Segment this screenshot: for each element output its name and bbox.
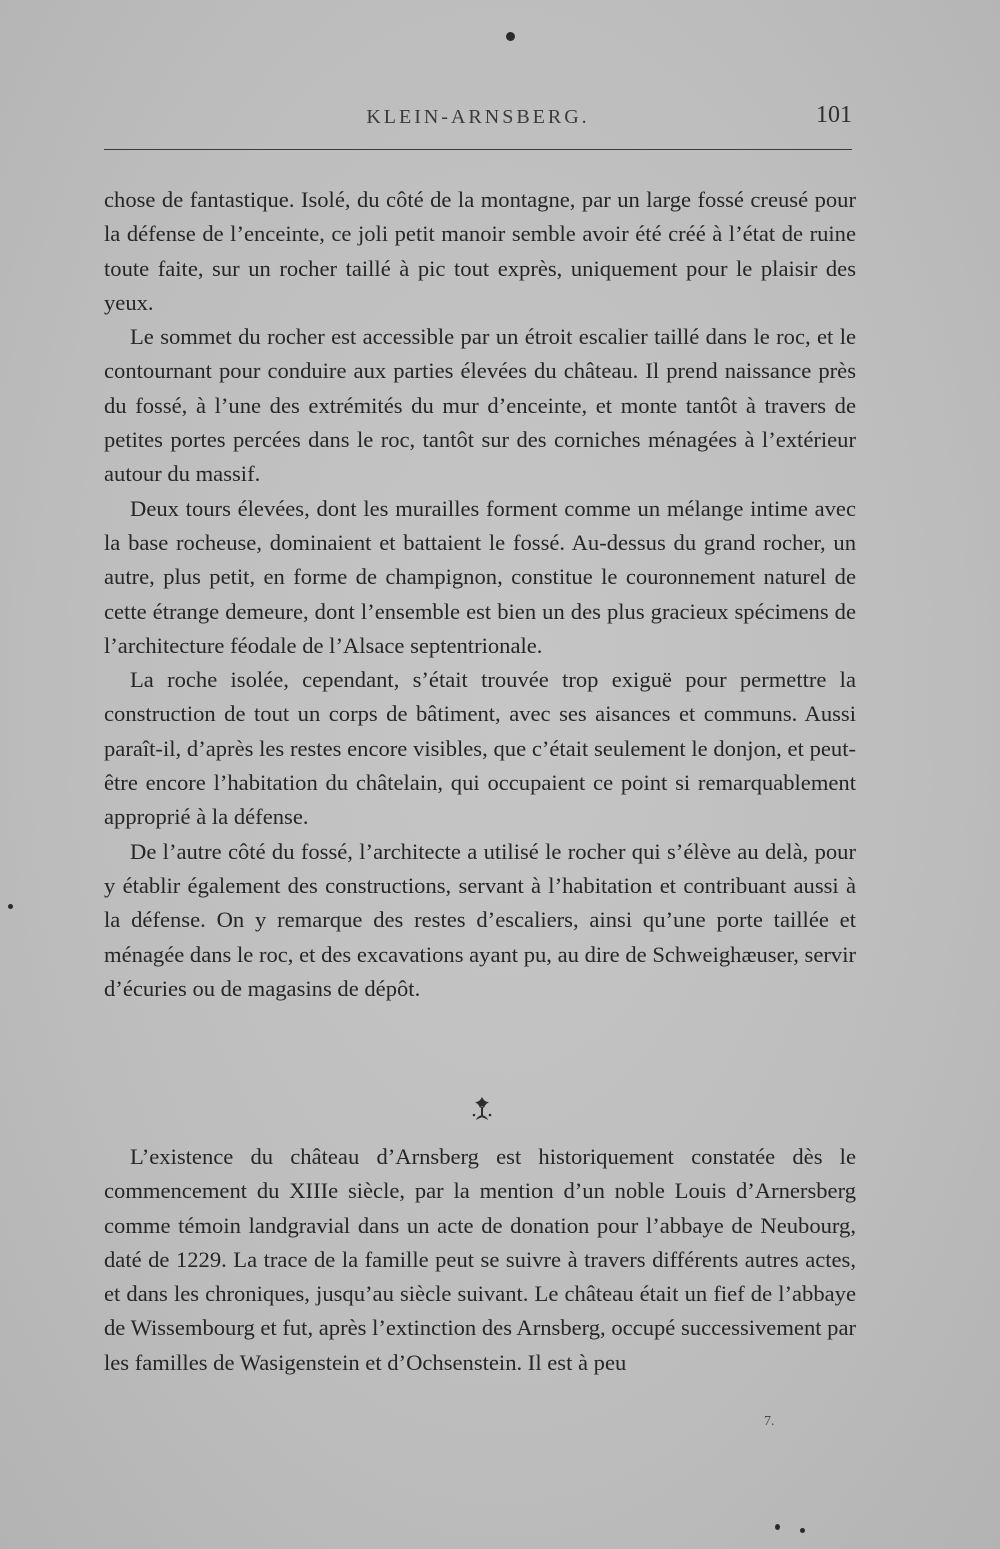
paragraph: Le sommet du rocher est accessible par un étroit escalier taillé dans le roc, et le contournant pour conduire aux parties élevées du château. Il prend naissance près du fossé, à l’une des extrémités du mur d’enceinte, et monte tantôt à travers de petites portes percées dans le roc, tantôt sur des corniches ménagées à l’extérieur autour du massif. [104,324,856,487]
body-text-upper [104,183,856,1006]
ink-speck [800,1528,805,1533]
ink-speck [506,32,515,41]
page-header [104,100,852,134]
paragraph: Deux tours élevées, dont les murailles forment comme un mélange intime avec la base rocheuse, dominaient et battaient le fossé. Au-dessus du grand rocher, un autre, plus petit, en forme de champignon, constitue le couronnement naturel de cette étrange demeure, dont l’ensemble est bien un des plus gracieux spécimens de l’architecture féodale de l’Alsace septentrionale. [104,495,856,658]
header-rule [104,149,852,150]
page-number: 101 [816,102,852,128]
paragraph: L’existence du château d’Arnsberg est historiquement constatée dès le commencement du XIIIe siècle, par la mention d’un noble Louis d’Arnersberg comme témoin landgravial dans un acte de donation pour l’abbaye de Neubourg, daté de 1229. La trace de la famille peut se suivre à travers différents autres actes, et dans les chroniques, jusqu’au siècle suivant. Le château était un fief de l’abbaye de Wissembourg et fut, après l’extinction des Arnsberg, occupé successivement par les familles de Wasigenstein et d’Ochsenstein. Il est à peu [104,1144,857,1375]
paragraph: De l’autre côté du fossé, l’architecte a utilisé le rocher qui s’élève au delà, pour y établir également des constructions, servant à l’habitation et contribuant aussi à la défense. On y remarque des restes d’escaliers, ainsi qu’une porte taillée et ménagée dans le roc, et des excavations ayant pu, au dire de Schweighæuser, servir d’écuries ou de magasins de dépôt. [104,838,856,1001]
ink-speck [8,904,13,909]
signature-mark: 7. [764,1414,775,1429]
fleuron-ornament-icon [465,1095,499,1125]
running-head: KLEIN-ARNSBERG. [366,106,590,128]
ink-speck [775,1524,780,1530]
paragraph: La roche isolée, cependant, s’était trouvée trop exiguë pour permettre la construction de tout un corps de bâtiment, avec ses aisances et communs. Aussi paraît-il, d’après les restes encore visibles, que c’était seulement le donjon, et peut-être encore l’habitation du châtelain, qui occupaient ce point si remarquablement approprié à la défense. [104,667,856,830]
paragraph: chose de fantastique. Isolé, du côté de la montagne, par un large fossé creusé pour la défense de l’enceinte, ce joli petit manoir semble avoir été créé à l’état de ruine toute faite, sur un rocher taillé à pic tout exprès, uniquement pour le plaisir des yeux. [104,187,856,315]
body-text-lower [104,1140,856,1380]
